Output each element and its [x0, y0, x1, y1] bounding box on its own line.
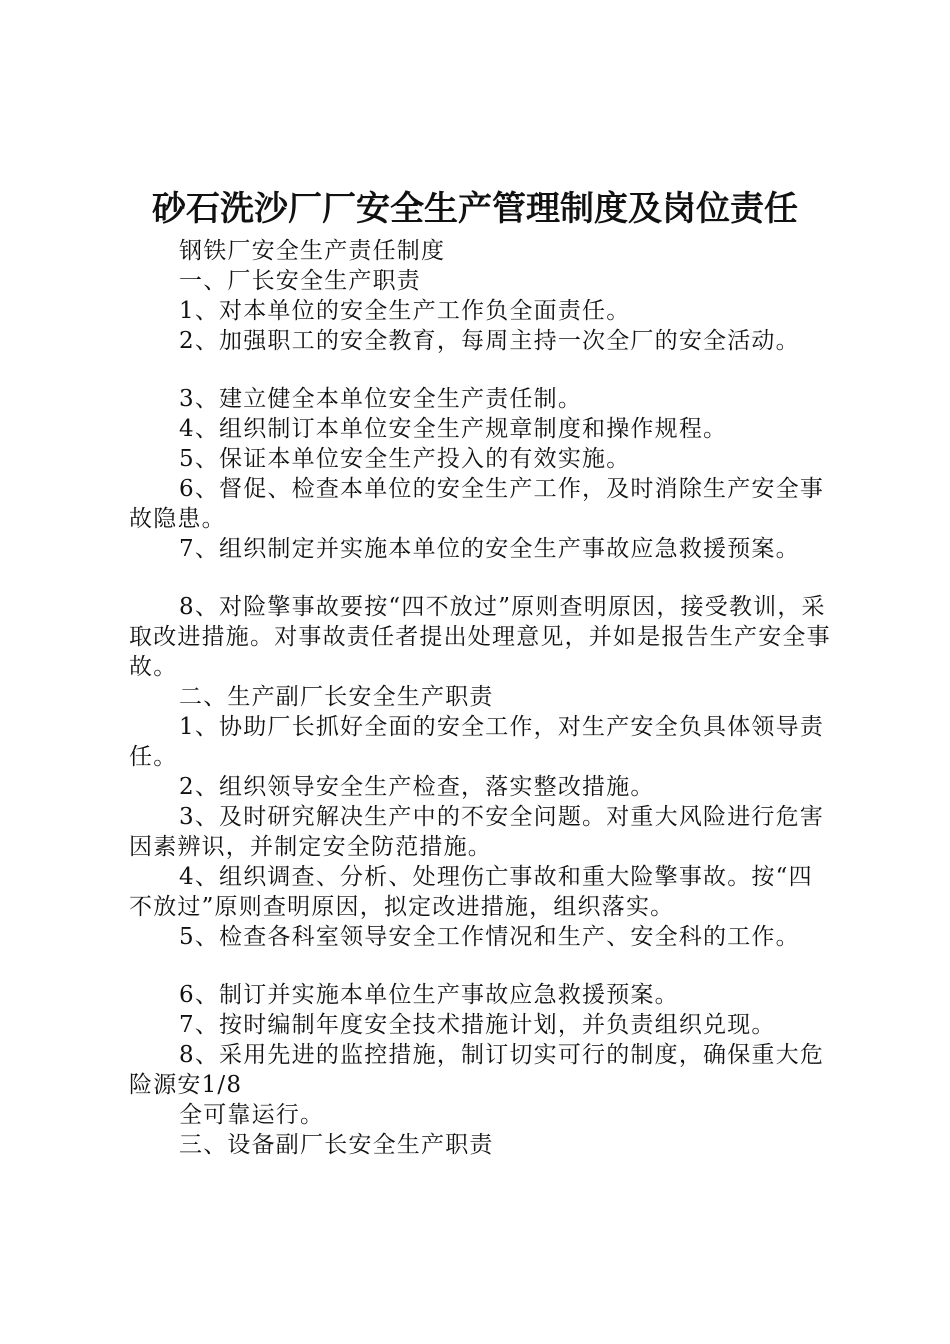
document-title: 砂石洗沙厂厂安全生产管理制度及岗位责任 [152, 189, 798, 229]
list-item: 1、协助厂长抓好全面的安全工作，对生产安全负具体领导责任。 [129, 714, 825, 770]
list-item: 7、按时编制年度安全技术措施计划，并负责组织兑现。 [179, 1012, 776, 1038]
document-body [129, 236, 835, 1160]
list-item-continued: 全可靠运行。 [179, 1102, 325, 1128]
paragraph-gap [129, 952, 835, 980]
list-item: 2、加强职工的安全教育，每周主持一次全厂的安全活动。 [179, 328, 800, 354]
paragraph-subtitle: 钢铁厂安全生产责任制度 [179, 238, 446, 264]
list-item: 7、组织制定并实施本单位的安全生产事故应急救援预案。 [179, 536, 800, 562]
section-heading-2: 二、生产副厂长安全生产职责 [179, 684, 494, 710]
list-item: 3、及时研究解决生产中的不安全问题。对重大风险进行危害因素辨识，并制定安全防范措施。 [129, 804, 825, 860]
paragraph-gap [129, 564, 835, 592]
list-item: 5、检查各科室领导安全工作情况和生产、安全科的工作。 [179, 924, 800, 950]
list-item: 4、组织制订本单位安全生产规章制度和操作规程。 [179, 416, 728, 442]
list-item: 8、对险擎事故要按“四不放过”原则查明原因，接受教训，采取改进措施。对事故责任者提出处理意见，并如是报告生产安全事故。 [129, 594, 831, 680]
list-item: 1、对本单位的安全生产工作负全面责任。 [179, 298, 631, 324]
list-item: 2、组织领导安全生产检查，落实整改措施。 [179, 774, 655, 800]
section-heading-1: 一、厂长安全生产职责 [179, 268, 421, 294]
paragraph-gap [129, 356, 835, 384]
section-heading-3: 三、设备副厂长安全生产职责 [179, 1132, 494, 1158]
list-item: 4、组织调查、分析、处理伤亡事故和重大险擎事故。按“四不放过”原则查明原因，拟定改进措施，组织落实。 [129, 864, 813, 920]
list-item: 6、督促、检查本单位的安全生产工作，及时消除生产安全事故隐患。 [129, 476, 825, 532]
list-item: 6、制订并实施本单位生产事故应急救援预案。 [179, 982, 679, 1008]
list-item: 5、保证本单位安全生产投入的有效实施。 [179, 446, 631, 472]
list-item: 3、建立健全本单位安全生产责任制。 [179, 386, 583, 412]
list-item: 8、采用先进的监控措施，制订切实可行的制度，确保重大危险源安1/8 [129, 1042, 825, 1098]
